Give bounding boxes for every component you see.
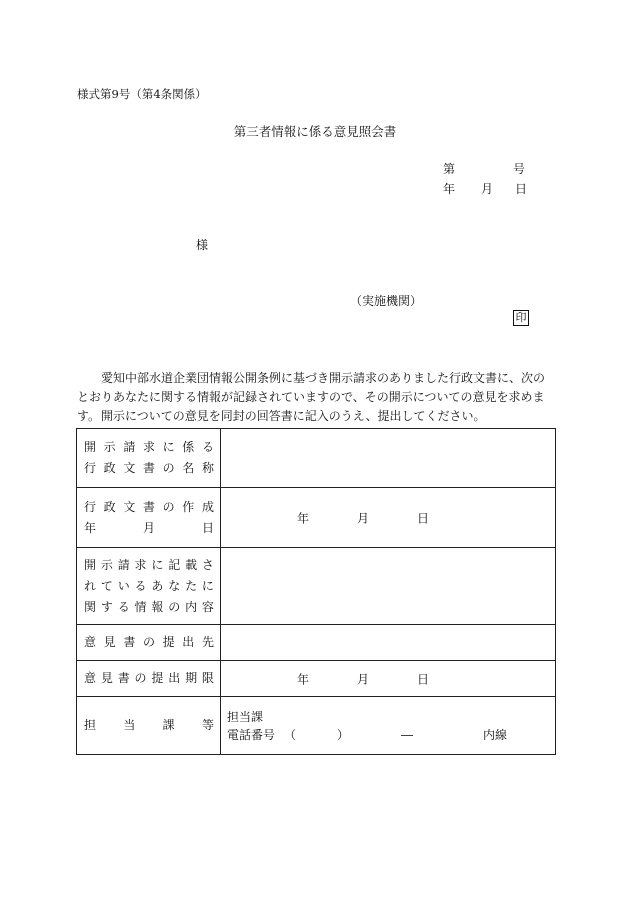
table-row <box>77 625 556 661</box>
table-row <box>77 548 556 625</box>
value-document-name <box>221 429 556 488</box>
table-row <box>77 661 556 697</box>
addressee-suffix: 様 <box>196 238 209 252</box>
agency-label: （実施機関） <box>350 294 423 308</box>
value-info-content <box>221 548 556 625</box>
contact-phone-line <box>227 726 555 744</box>
label-line: 行 政 文 書 の 作 成 <box>84 499 214 514</box>
info-table <box>76 428 556 755</box>
doc-number-suffix: 号 <box>513 162 526 176</box>
label-line: 開 示 請 求 に 係 る <box>84 440 214 454</box>
value-creation-date <box>221 488 556 548</box>
deadline-year-label: 年 <box>297 672 310 686</box>
contact-phone-label: 電話番号 <box>227 727 276 742</box>
value-contact <box>221 697 556 755</box>
body-paragraph-2: 開示についての意見を同封の回答書に記入のうえ、提出してください。 <box>101 409 486 423</box>
table-row <box>77 429 556 488</box>
deadline-day-label: 日 <box>417 672 430 686</box>
phone-dash: ― <box>401 727 413 742</box>
label-line: 意 見 書 の 提 出 期 限 <box>84 671 214 685</box>
label-submission-deadline <box>77 661 221 697</box>
seal-mark: 印 <box>513 310 529 326</box>
phone-paren-close: ） <box>337 727 350 742</box>
body-paragraph-1: 愛知中部水道企業団情報公開条例に基づき開示請求のありました行政文書に、次のとおりあなたに関する情報が記録されていますので、その開示についての意見を求めます。 <box>77 371 546 423</box>
creation-month-label: 月 <box>357 511 370 525</box>
table-row <box>77 488 556 548</box>
label-line: 開 示 請 求 に 記 載 さ <box>84 557 214 572</box>
doc-number-prefix: 第 <box>443 162 456 176</box>
label-document-name <box>77 429 221 488</box>
phone-paren-open: （ <box>284 727 297 742</box>
value-submission-deadline <box>221 661 556 697</box>
document-title: 第三者情報に係る意見照会書 <box>233 124 397 139</box>
label-line: 担 当 課 等 <box>84 718 214 732</box>
deadline-month-label: 月 <box>357 672 370 686</box>
date-month-label: 月 <box>481 182 494 196</box>
label-line: れ て い る あ な た に <box>84 578 214 593</box>
label-line: 年 月 日 <box>84 520 214 535</box>
label-creation-date <box>77 488 221 548</box>
form-number: 様式第9号（第4条関係） <box>77 87 207 101</box>
date-year-label: 年 <box>443 182 456 196</box>
label-contact <box>77 697 221 755</box>
contact-extension-label: 内線 <box>483 727 508 742</box>
label-line: 関 す る 情 報 の 内 容 <box>84 599 214 614</box>
creation-day-label: 日 <box>417 511 430 525</box>
date-day-label: 日 <box>515 182 528 196</box>
table-row <box>77 697 556 755</box>
label-line: 行 政 文 書 の 名 称 <box>84 461 214 475</box>
label-info-content <box>77 548 221 625</box>
label-line: 意 見 書 の 提 出 先 <box>84 635 214 649</box>
contact-dept-label: 担当課 <box>227 709 264 724</box>
label-submission-destination <box>77 625 221 661</box>
creation-year-label: 年 <box>297 511 310 525</box>
value-submission-destination <box>221 625 556 661</box>
